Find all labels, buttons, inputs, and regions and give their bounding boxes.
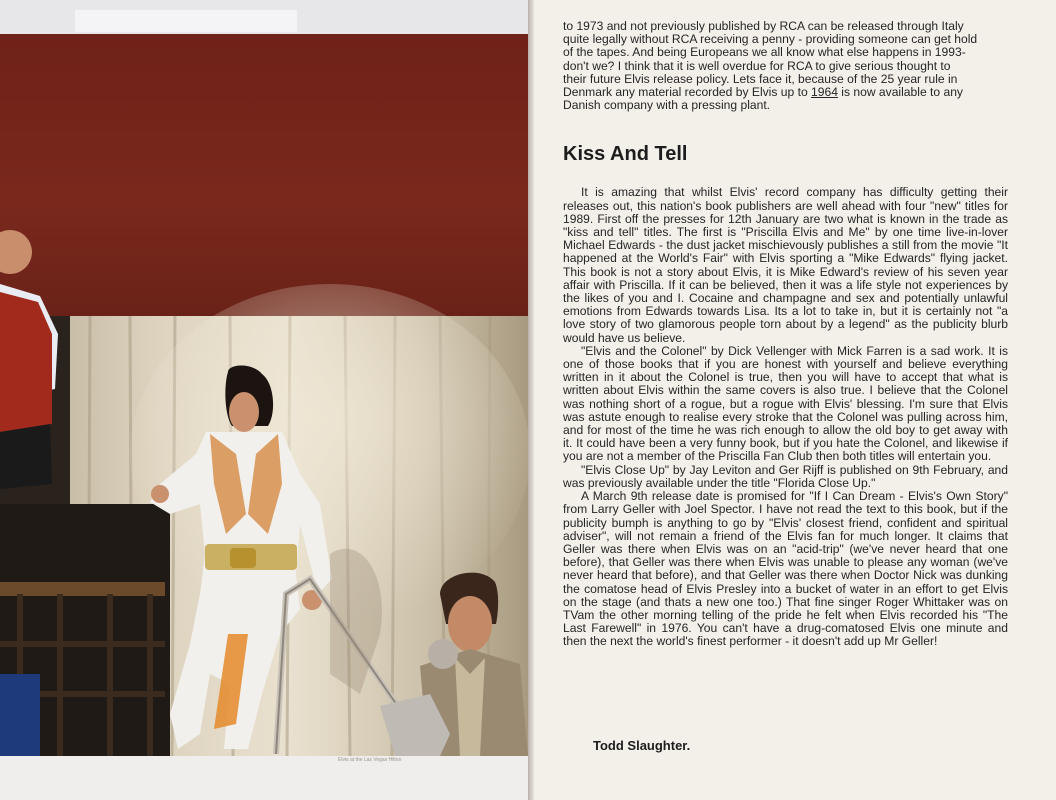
intro-line: their future Elvis release policy. Lets face it, because of the 25 year rule in	[563, 71, 958, 86]
underlined-year: 1964	[811, 85, 838, 100]
intro-line: Danish company with a pressing plant.	[563, 98, 771, 113]
paragraph: "Elvis Close Up" by Jay Leviton and Ger Rijff is published on 9th February, and was previously available under the title "Florida Close Up."	[563, 462, 1008, 490]
intro-line: quite legally without RCA receiving a penny - providing someone can get hold	[563, 32, 978, 47]
author-byline: Todd Slaughter.	[593, 738, 691, 753]
paragraph: "Elvis and the Colonel" by Dick Vellenger with Mick Farren is a sad work. It is one of those books that if you are honest with yourself and believe everything written in it about the Colonel is true, then you will have to accept that what is written about Elvis within the same covers is also true. I believe that the Colonel was nothing short of a rogue, but a rogue with Elvis' blessing. I'm sure that Elvis was astute enough to realise every stroke that the Colonel was pulling across him, and for most of the time he was rich enough to allow the old boy to get away with it. It could have been a very funny book, but if you hate the Colonel, and likewise if you are not a member of the Priscilla Fan Club then both titles will entertain you.	[563, 343, 1008, 464]
page-edge-highlight	[75, 10, 297, 32]
intro-line: of the tapes. And being Europeans we all know what else happens in 1993-	[563, 45, 966, 60]
intro-text: Denmark any material recorded by Elvis up to	[563, 85, 812, 100]
right-page	[534, 0, 1056, 800]
concert-photo	[0, 34, 528, 756]
article-heading: Kiss And Tell	[563, 143, 688, 166]
paragraph: A March 9th release date is promised for "If I Can Dream - Elvis's Own Story" from Larry Geller with Joel Spector. I have not read the text to this book, but if the publicity bumph is anything to go by "Elvis' closest friend, confident and spiritual adviser", will not remain a friend of the Elvis fan for much longer. It claims that Geller was there when Elvis was on an "acid-trip" (we've never heard that one before), that Geller was there when Elvis was unable to please any woman (we've never heard that before), and that Geller was there when Doctor Nick was dunking the comatose head of Elvis Presley into a bucket of water in an effort to get Elvis on the stage (and thats a new one too.) That fine singer Roger Whittaker was on TVam the other morning telling of the pride he felt when Elvis recorded his "The Last Farewell" in 1976. You can't have a drug-comatosed Elvis one minute and then the next the world's finest performer - it doesn't add up Mr Geller!	[563, 489, 1008, 649]
intro-line: don't we? I think that it is well overdue for RCA to give serious thought to	[563, 58, 951, 73]
photo-credit: Elvis at the Las Vegas Hilton	[338, 757, 402, 763]
intro-line: to 1973 and not previously published by RCA can be released through Italy	[563, 19, 964, 33]
paragraph: It is amazing that whilst Elvis' record company has difficulty getting their releases out, this nation's book publishers are well ahead with four "new" titles for 1989. First off the presses for 12th January are two what is known in the trade as "kiss and tell" titles. The first is "Priscilla Elvis and Me" by one time live-in-lover Michael Edwards - the dust jacket mischievously publishes a still from the movie "It happened at the World's Fair" with Elvis sporting a "Mike Edwards" flying jacket. This book is not a story about Elvis, it is Mike Edward's review of his seven year affair with Priscilla. If it can be believed, then it was a life style not experiences by the likes of you and I. Cocaine and champagne and sex and potentially unlawful emotions from Edwards towards Lisa. Its a lot to take in, but it is certainly not "a love story of two glamorous people torn about by a legend" as the publicity blurb would have us believe.	[563, 185, 1008, 345]
intro-text: is now available to any	[837, 85, 963, 100]
top-margin	[0, 0, 530, 34]
bottom-margin	[0, 756, 530, 800]
article-body	[563, 20, 1008, 649]
